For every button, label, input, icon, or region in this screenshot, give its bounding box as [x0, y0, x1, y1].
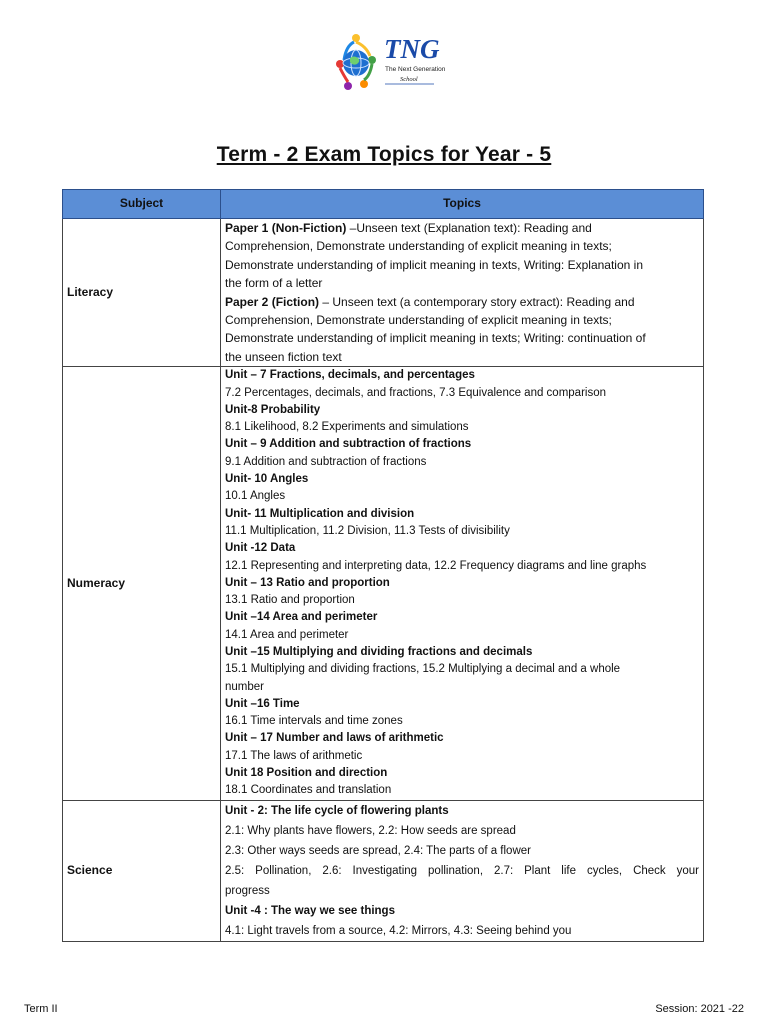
topic-line: [225, 748, 699, 765]
topic-line: [225, 274, 699, 292]
topic-heading: Unit –14 Area and perimeter: [225, 611, 378, 624]
topic-line: [225, 348, 699, 366]
topic-line: [225, 558, 699, 575]
topic-line: [225, 696, 699, 713]
topic-line: [225, 627, 699, 644]
footer-session: Session: 2021 -22: [655, 1003, 744, 1015]
logo-tagline: The Next Generation: [385, 66, 446, 73]
topic-line: [225, 730, 699, 747]
topic-line: [225, 471, 699, 488]
topic-text: 2.3: Other ways seeds are spread, 2.4: The parts of a flower: [225, 844, 531, 857]
footer-term: Term II: [24, 1003, 58, 1015]
topic-heading: Unit - 2: The life cycle of flowering plants: [225, 804, 449, 817]
subject-science: Science: [63, 800, 221, 941]
topic-line: [225, 801, 699, 821]
table-header-row: [63, 190, 704, 219]
topic-text: Demonstrate understanding of implicit meaning in texts; Writing: continuation of: [225, 331, 646, 346]
topic-line: [225, 609, 699, 626]
topic-line: [225, 782, 699, 799]
topic-line: [225, 821, 699, 841]
topic-heading: Unit – 7 Fractions, decimals, and percentages: [225, 369, 475, 382]
topic-line: [225, 540, 699, 557]
logo-sub: School: [400, 76, 418, 83]
topic-text: – Unseen text (a contemporary story extract): Reading and: [322, 294, 635, 309]
header-topics: Topics: [221, 190, 704, 219]
topic-text: Demonstrate understanding of implicit meaning in texts, Writing: Explanation in: [225, 257, 643, 272]
topic-line: [225, 921, 699, 941]
topic-text: 9.1 Addition and subtraction of fractions: [225, 455, 427, 468]
topic-text: 12.1 Representing and interpreting data, 12.2 Frequency diagrams and line graphs: [225, 559, 647, 572]
topic-text: 7.2 Percentages, decimals, and fractions, 7.3 Equivalence and comparison: [225, 386, 606, 399]
topic-heading: Unit – 13 Ratio and proportion: [225, 576, 390, 589]
topics-table: [62, 189, 704, 942]
topic-text: 16.1 Time intervals and time zones: [225, 715, 403, 728]
topic-text: 4.1: Light travels from a source, 4.2: Mirrors, 4.3: Seeing behind you: [225, 924, 572, 937]
topic-text: 15.1 Multiplying and dividing fractions, 15.2 Multiplying a decimal and a whole: [225, 663, 621, 676]
topic-heading: Unit- 11 Multiplication and division: [225, 507, 415, 520]
topic-text: 10.1 Angles: [225, 490, 286, 503]
subject-literacy: Literacy: [63, 219, 221, 367]
topic-text: 8.1 Likelihood, 8.2 Experiments and simulations: [225, 421, 469, 434]
topic-heading: Unit – 17 Number and laws of arithmetic: [225, 732, 444, 745]
topic-heading: Unit -12 Data: [225, 542, 296, 555]
topic-line: [225, 841, 699, 861]
school-logo: [318, 20, 458, 100]
topic-heading: Unit-8 Probability: [225, 403, 321, 416]
topic-text: Comprehension, Demonstrate understanding of explicit meaning in texts;: [225, 313, 612, 328]
topic-text: 14.1 Area and perimeter: [225, 628, 349, 641]
subject-numeracy: Numeracy: [63, 367, 221, 800]
topic-heading: Unit –16 Time: [225, 697, 300, 710]
topic-heading: Unit 18 Position and direction: [225, 767, 388, 780]
logo-brand: TNG: [384, 34, 440, 64]
page-title: Term - 2 Exam Topics for Year - 5: [216, 143, 552, 166]
topic-line: [225, 575, 699, 592]
topic-text: 2.5: Pollination, 2.6: Investigating pollination, 2.7: Plant life cycles, Check your: [225, 864, 699, 877]
topic-text: 13.1 Ratio and proportion: [225, 594, 355, 607]
topic-line: [225, 454, 699, 471]
topic-line: [225, 881, 699, 901]
topic-text: the form of a letter: [225, 276, 323, 291]
header-subject: Subject: [63, 190, 221, 219]
table-row-literacy: [63, 219, 704, 367]
topic-line: [225, 219, 699, 237]
topic-heading: Unit- 10 Angles: [225, 473, 309, 486]
topic-line: [225, 679, 699, 696]
topic-heading: Unit –15 Multiplying and dividing fractions and decimals: [225, 646, 533, 658]
topic-line: [225, 523, 699, 540]
topic-line: [225, 385, 699, 402]
topic-text: 17.1 The laws of arithmetic: [225, 749, 363, 762]
topics-numeracy: [221, 367, 704, 800]
topic-heading: Unit – 9 Addition and subtraction of fractions: [225, 438, 472, 451]
topic-text: 18.1 Coordinates and translation: [225, 784, 392, 797]
topic-line: [225, 367, 699, 384]
table-row-science: [63, 800, 704, 941]
topic-line: [225, 506, 699, 523]
topic-text: Comprehension, Demonstrate understanding of explicit meaning in texts;: [225, 239, 612, 254]
topic-text: 2.1: Why plants have flowers, 2.2: How seeds are spread: [225, 824, 516, 837]
topic-line: [225, 592, 699, 609]
topic-text: progress: [225, 884, 270, 897]
topic-line: [225, 644, 699, 661]
topic-heading: Paper 2 (Fiction): [225, 294, 323, 309]
topic-heading: Paper 1 (Non-Fiction): [225, 221, 350, 235]
topic-line: [225, 293, 699, 311]
topics-science: [221, 800, 704, 941]
topic-heading: Unit -4 : The way we see things: [225, 904, 395, 917]
topic-line: [225, 901, 699, 921]
topic-text: the unseen fiction text: [225, 349, 342, 364]
topic-line: [225, 256, 699, 274]
topic-line: [225, 861, 699, 881]
topic-line: [225, 419, 699, 436]
topic-line: [225, 402, 699, 419]
topic-text: 11.1 Multiplication, 11.2 Division, 11.3 Tests of divisibility: [225, 524, 510, 537]
topic-text: –Unseen text (Explanation text): Reading and: [349, 221, 592, 235]
topic-line: [225, 661, 699, 678]
topic-line: [225, 237, 699, 255]
topic-line: [225, 329, 699, 347]
topic-line: [225, 713, 699, 730]
topic-line: [225, 311, 699, 329]
topic-line: [225, 765, 699, 782]
topic-line: [225, 436, 699, 453]
topic-text: number: [225, 680, 264, 693]
table-row-numeracy: [63, 367, 704, 800]
topic-line: [225, 488, 699, 505]
topics-literacy: [221, 219, 704, 367]
